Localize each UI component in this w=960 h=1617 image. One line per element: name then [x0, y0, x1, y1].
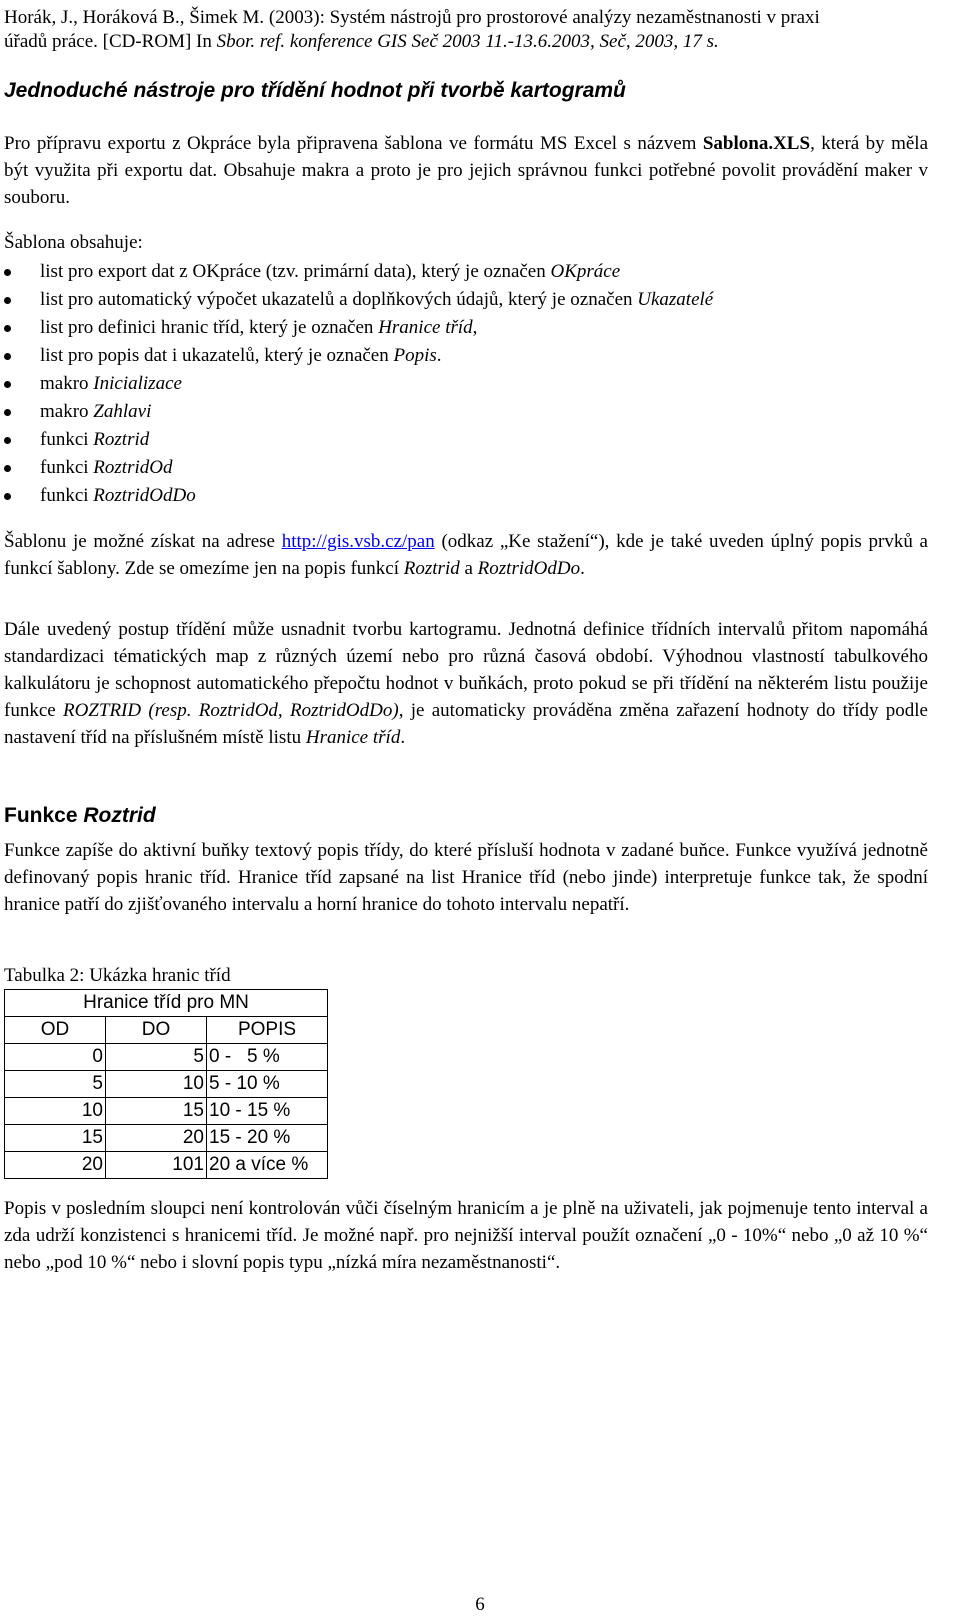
table-body — [5, 1044, 328, 1179]
gis-link[interactable]: http://gis.vsb.cz/pan — [281, 531, 435, 552]
sablona-text-a: Šablonu je možné získat na adrese — [4, 531, 282, 552]
list-item-text: list pro popis dat i ukazatelů, který je označen — [40, 345, 394, 366]
list-item-text: makro — [40, 373, 94, 394]
citation-line-2 — [4, 30, 928, 54]
list-item — [4, 342, 928, 370]
table-header-row — [5, 1017, 328, 1044]
list-item-text: list pro definici hranic tříd, který je označen — [40, 317, 379, 338]
bullet-icon — [4, 381, 11, 388]
list-item-em: Popis — [393, 345, 437, 366]
header-popis: POPIS — [207, 1017, 328, 1044]
bullet-icon — [4, 465, 11, 472]
citation-header — [4, 6, 928, 54]
citation-line-2-b: Sbor. ref. konference GIS Seč 2003 11.-13.6.2003, Seč, 2003, 17 s. — [216, 31, 719, 52]
table-row — [5, 1152, 328, 1179]
list-item — [4, 454, 928, 482]
bullet-icon — [4, 269, 11, 276]
sablona-text-d: . — [580, 558, 585, 579]
list-item-text: funkci — [40, 429, 94, 450]
cell-do: 10 — [106, 1071, 207, 1098]
list-item-em: Hranice tříd — [378, 317, 473, 338]
list-item — [4, 370, 928, 398]
list-item-text: makro — [40, 401, 94, 422]
list-item-em: Ukazatelé — [637, 289, 714, 310]
table-row — [5, 1125, 328, 1152]
sablona-text-b: (odkaz „Ke stažení“), kde je také uveden úplný popis prvků a funkcí šablony. Zde se omezíme jen na popis funkcí — [4, 531, 928, 579]
intro-text-a: Pro přípravu exportu z Okpráce byla připravena šablona ve formátu MS Excel s názvem — [4, 133, 703, 154]
list-item — [4, 258, 928, 286]
table-title-row — [5, 990, 328, 1017]
popis-paragraph: Popis v posledním sloupci není kontrolován vůči číselným hranicím a je plně na uživateli, jak pojmenuje tento interval a zda udrží konzistenci s hranicemi tříd. Je možné např. pro nejnižší interval použít označení „0 - 10%“ nebo „0 až 10 %“ nebo „pod 10 %“ nebo i slovní popis typu „nízká míra nezaměstnanosti“. — [4, 1198, 928, 1273]
cell-popis: 15 - 20 % — [207, 1125, 328, 1152]
dale-text-c: . — [400, 727, 406, 748]
list-item-text: funkci — [40, 457, 94, 478]
table-row — [5, 1098, 328, 1125]
section-title: Jednoduché nástroje pro třídění hodnot při tvorbě kartogramů — [4, 79, 626, 102]
bullet-icon — [4, 437, 11, 444]
list-item — [4, 286, 928, 314]
bullet-icon — [4, 325, 11, 332]
table-row — [5, 1044, 328, 1071]
cell-do: 101 — [106, 1152, 207, 1179]
list-item-text: funkci — [40, 485, 94, 506]
table-title: Hranice tříd pro MN — [5, 990, 328, 1017]
page-number: 6 — [475, 1594, 485, 1615]
list-item-em: Roztrid — [93, 429, 150, 450]
cell-do: 20 — [106, 1125, 207, 1152]
bullet-icon — [4, 353, 11, 360]
sablona-heading: Šablona obsahuje: — [4, 232, 143, 253]
sablona-em-roztridoddo: RoztridOdDo — [477, 558, 581, 579]
hranice-table — [4, 989, 328, 1179]
citation-line-1: Horák, J., Horáková B., Šimek M. (2003): Systém nástrojů pro prostorové analýzy nezaměstnanosti v praxi — [4, 7, 820, 28]
dale-em-hranice: Hranice tříd — [305, 727, 401, 748]
list-item-text: list pro export dat z OKpráce (tzv. primární data), který je označen — [40, 261, 551, 282]
cell-popis: 5 - 10 % — [207, 1071, 328, 1098]
sablona-list — [4, 258, 928, 510]
bullet-icon — [4, 493, 11, 500]
list-item — [4, 482, 928, 510]
header-od: OD — [5, 1017, 106, 1044]
cell-do: 5 — [106, 1044, 207, 1071]
funkce-heading-a: Funkce — [4, 804, 84, 827]
dale-text-a: Dále uvedený postup třídění může usnadnit tvorbu kartogramu. Jednotná definice třídních intervalů přitom napomáhá standardizaci tématických map z různých území nebo pro různá časová období. Výhodnou vlastností tabulkového kalkulátoru je schopnost automatického přepočtu hodnot v buňkách, proto pokud se při třídění na některém listu použije funkce — [4, 619, 928, 721]
dale-text-b: , je automaticky prováděna změna zařazení hodnoty do třídy podle nastavení tříd na příslušném místě listu — [4, 700, 928, 748]
bullet-icon — [4, 297, 11, 304]
intro-text-c: , která by měla být využita při exportu dat. Obsahuje makra a proto je pro jejich správnou funkci potřebné povolit provádění maker v souboru. — [4, 133, 928, 208]
funkce-heading-em: Roztrid — [83, 804, 156, 827]
list-item-em: RoztridOdDo — [93, 485, 196, 506]
funkce-heading — [4, 803, 928, 829]
cell-od: 10 — [5, 1098, 106, 1125]
list-item — [4, 398, 928, 426]
cell-od: 0 — [5, 1044, 106, 1071]
table-caption: Tabulka 2: Ukázka hranic tříd — [4, 965, 231, 986]
list-item — [4, 314, 928, 342]
table-row — [5, 1071, 328, 1098]
citation-line-2-a: úřadů práce. [CD-ROM] In — [4, 31, 217, 52]
dale-paragraph — [4, 616, 928, 751]
cell-popis: 10 - 15 % — [207, 1098, 328, 1125]
list-item-em: RoztridOd — [93, 457, 173, 478]
list-item-text: list pro automatický výpočet ukazatelů a doplňkových údajů, který je označen — [40, 289, 638, 310]
list-item — [4, 426, 928, 454]
list-item-em: Inicializace — [93, 373, 182, 394]
dale-em-roztrid: ROZTRID (resp. RoztridOd, RoztridOdDo) — [62, 700, 399, 721]
intro-filename: Sablona.XLS — [702, 133, 811, 154]
list-item-em: Zahlavi — [93, 401, 152, 422]
list-item-after: , — [472, 317, 478, 338]
cell-popis: 20 a více % — [207, 1152, 328, 1179]
document-page — [4, 0, 928, 1276]
sablona-text-c: a — [459, 558, 478, 579]
cell-do: 15 — [106, 1098, 207, 1125]
cell-od: 5 — [5, 1071, 106, 1098]
sablona-paragraph — [4, 528, 928, 582]
cell-od: 20 — [5, 1152, 106, 1179]
cell-popis: 0 - 5 % — [207, 1044, 328, 1071]
sablona-em-roztrid: Roztrid — [403, 558, 460, 579]
funkce-paragraph: Funkce zapíše do aktivní buňky textový popis třídy, do které přísluší hodnota v zadané buňce. Funkce využívá jednotně definovaný popis hranic tříd. Hranice tříd zapsané na list Hranice tříd (nebo jinde) interpretuje funkce tak, že spodní hranice patří do zjišťovaného intervalu a horní hranice do tohoto intervalu nepatří. — [4, 840, 928, 915]
cell-od: 15 — [5, 1125, 106, 1152]
header-do: DO — [106, 1017, 207, 1044]
bullet-icon — [4, 409, 11, 416]
list-item-em: OKpráce — [550, 261, 621, 282]
list-item-after: . — [436, 345, 442, 366]
intro-paragraph — [4, 130, 928, 211]
